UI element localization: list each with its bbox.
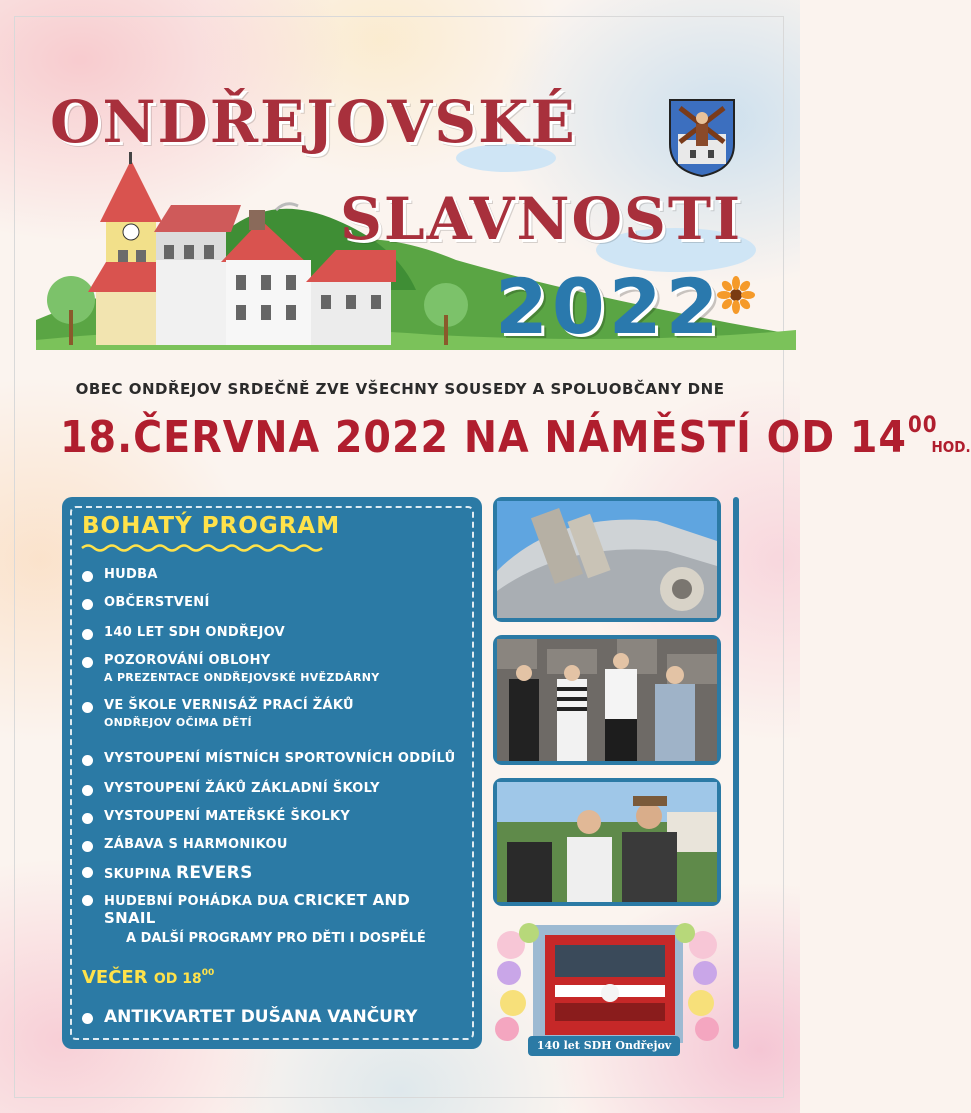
list-item xyxy=(82,567,462,595)
photo-observatory xyxy=(493,497,721,622)
bullet-icon xyxy=(82,813,93,824)
list-item-label: VYSTOUPENÍ MÍSTNÍCH SPORTOVNÍCH ODDÍLŮ xyxy=(104,751,456,766)
list-item-label: OBČERSTVENÍ xyxy=(104,595,210,610)
more-programs-note: A DALŠÍ PROGRAMY PRO DĚTI I DOSPĚLÉ xyxy=(126,931,426,946)
observatory-image xyxy=(497,501,717,618)
list-item xyxy=(82,595,462,625)
bullet-icon xyxy=(82,785,93,796)
bullet-icon xyxy=(82,629,93,640)
title-line-1: ONDŘEJOVSKÉ xyxy=(50,88,577,156)
photo-cricket-snail xyxy=(493,778,721,906)
list-item xyxy=(82,698,462,751)
bullet-icon xyxy=(82,895,93,906)
year-label: 2022 xyxy=(495,262,723,351)
evening-time-minutes: 00 xyxy=(201,968,215,978)
list-item-label: VE ŠKOLE VERNISÁŽ PRACÍ ŽÁKŮ xyxy=(104,698,354,713)
event-date-minutes: 00 xyxy=(907,413,938,438)
list-item xyxy=(82,625,462,653)
bullet-icon xyxy=(82,702,93,713)
list-item-label: 140 LET SDH ONDŘEJOV xyxy=(104,625,285,640)
bullet-icon xyxy=(82,657,93,668)
photo-antikvartet xyxy=(493,635,721,765)
bullet-icon xyxy=(82,755,93,766)
list-item-sublabel: ONDŘEJOV OČIMA DĚTÍ xyxy=(104,716,252,729)
list-item-label: VYSTOUPENÍ MATEŘSKÉ ŠKOLKY xyxy=(104,809,351,824)
evening-item-label: ANTIKVARTET DUŠANA VANČURY xyxy=(104,1007,418,1027)
event-date-hod: HOD. xyxy=(931,438,971,456)
evening-label: VEČER xyxy=(82,967,148,988)
coat-of-arms-icon xyxy=(668,98,736,178)
list-item xyxy=(82,837,462,863)
bullet-icon xyxy=(82,841,93,852)
evening-time: OD 18 xyxy=(153,971,202,987)
photo-rail xyxy=(733,497,739,1049)
program-list xyxy=(82,567,462,927)
list-item-label: VYSTOUPENÍ ŽÁKŮ ZÁKLADNÍ ŠKOLY xyxy=(104,781,380,796)
list-item xyxy=(82,653,462,698)
program-title: BOHATÝ PROGRAM xyxy=(82,513,341,539)
photo-fire-truck xyxy=(493,925,721,1045)
list-item xyxy=(82,809,462,837)
list-item-label: HUDEBNÍ POHÁDKA DUA xyxy=(104,894,289,909)
photo-caption: 140 let SDH Ondřejov xyxy=(528,1036,680,1056)
list-item-label: POZOROVÁNÍ OBLOHY xyxy=(104,653,271,668)
bullet-icon xyxy=(82,867,93,878)
fire-truck-image xyxy=(493,925,721,1045)
title-underline xyxy=(82,543,326,553)
event-date xyxy=(60,412,971,463)
list-item xyxy=(82,781,462,809)
bullet-icon xyxy=(82,599,93,610)
list-item xyxy=(82,863,462,891)
evening-item xyxy=(82,1007,417,1027)
list-item-label: HUDBA xyxy=(104,567,158,582)
band-name: REVERS xyxy=(176,863,253,883)
list-item-sublabel: A PREZENTACE ONDŘEJOVSKÉ HVĚZDÁRNY xyxy=(104,671,380,684)
invitation-text: OBEC ONDŘEJOV SRDEČNĚ ZVE VŠECHNY SOUSEDY A SPOLUOBČANY DNE xyxy=(75,380,725,398)
band-name: CRICKET AND SNAIL xyxy=(104,891,411,927)
list-item xyxy=(82,891,462,927)
list-item-label: SKUPINA xyxy=(104,867,172,882)
title-line-2: SLAVNOSTI xyxy=(340,185,743,253)
event-date-main: 18.ČERVNA 2022 NA NÁMĚSTÍ OD 14 xyxy=(60,412,907,463)
bullet-icon xyxy=(82,1013,93,1024)
duo-image xyxy=(497,782,717,902)
program-panel xyxy=(62,497,482,1049)
band-image xyxy=(497,639,717,761)
bullet-icon xyxy=(82,571,93,582)
list-item-label: ZÁBAVA S HARMONIKOU xyxy=(104,837,288,852)
evening-heading xyxy=(82,967,214,988)
list-item xyxy=(82,751,462,781)
